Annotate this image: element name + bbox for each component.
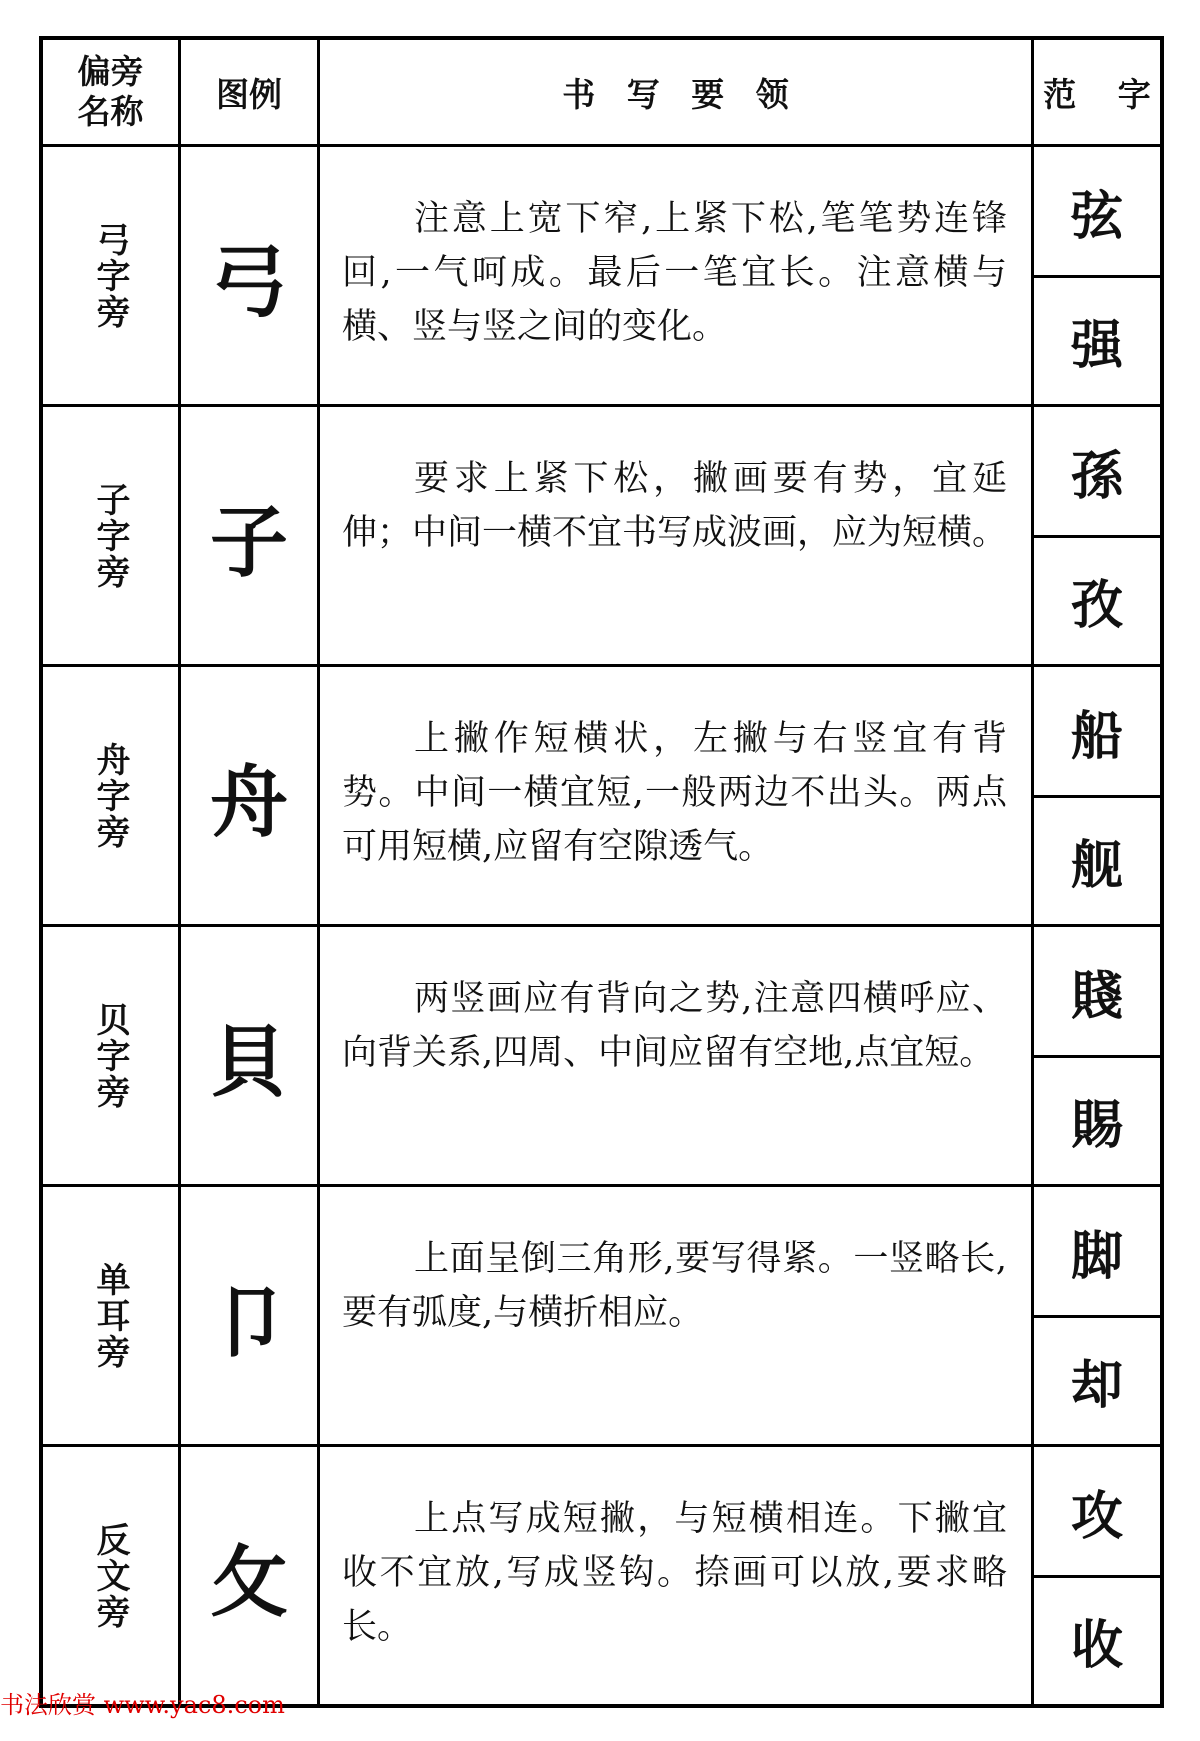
example-glyph: 弓 bbox=[209, 236, 288, 328]
sample-char: 却 bbox=[1070, 1355, 1123, 1417]
radical-name: 贝字旁 bbox=[90, 1001, 130, 1110]
writing-method: 要求上紧下松，撇画要有势，宜延伸；中间一横不宜书写成波画，应为短横。 bbox=[342, 459, 1008, 553]
example-glyph: 攵 bbox=[209, 1536, 288, 1628]
writing-method: 上撇作短横状，左撇与右竖宜有背势。中间一横宜短,一般两边不出头。两点可用短横,应留有空隙透气。 bbox=[342, 719, 1007, 867]
header-radical-name bbox=[43, 40, 178, 144]
radical-name: 单耳旁 bbox=[90, 1261, 130, 1370]
writing-method: 两竖画应有背向之势,注意四横呼应、向背关系,四周、中间应留有空地,点宜短。 bbox=[342, 979, 1007, 1073]
radical-name: 舟字旁 bbox=[90, 741, 130, 850]
sample-char: 强 bbox=[1070, 315, 1123, 377]
radical-table bbox=[39, 36, 1164, 1708]
example-glyph: 舟 bbox=[209, 756, 288, 848]
sample-char: 孜 bbox=[1070, 575, 1123, 637]
writing-method: 注意上宽下窄,上紧下松,笔笔势连锋回,一气呵成。最后一笔宜长。注意横与横、竖与竖之间的变化。 bbox=[342, 199, 1007, 347]
header-samples: 范 字 bbox=[1043, 74, 1151, 114]
sample-char: 舰 bbox=[1070, 835, 1123, 897]
example-glyph: 貝 bbox=[209, 1016, 288, 1108]
example-glyph: 子 bbox=[209, 496, 288, 588]
sample-char: 船 bbox=[1070, 705, 1123, 767]
sample-char: 賤 bbox=[1070, 965, 1123, 1027]
example-glyph: 卩 bbox=[209, 1276, 288, 1368]
radical-name: 弓字旁 bbox=[90, 221, 130, 330]
writing-method: 上面呈倒三角形,要写得紧。一竖略长,要有弧度,与横折相应。 bbox=[342, 1239, 1007, 1333]
radical-name: 子字旁 bbox=[90, 481, 130, 590]
watermark: 书法欣赏 www.yac8.com bbox=[0, 1691, 285, 1719]
header-example: 图例 bbox=[216, 74, 282, 114]
sample-char: 脚 bbox=[1070, 1225, 1123, 1287]
header-method: 书 写 要 领 bbox=[562, 74, 789, 114]
header-name-line1: 偏旁 bbox=[77, 52, 144, 91]
header-name-line2: 名称 bbox=[77, 92, 144, 131]
sample-char: 收 bbox=[1070, 1615, 1123, 1677]
writing-method: 上点写成短撇，与短横相连。下撇宜收不宜放,写成竖钩。捺画可以放,要求略长。 bbox=[342, 1499, 1007, 1647]
sample-char: 弦 bbox=[1070, 185, 1123, 247]
sample-char: 孫 bbox=[1070, 445, 1123, 507]
sample-char: 攻 bbox=[1070, 1485, 1123, 1547]
radical-name: 反文旁 bbox=[90, 1521, 130, 1630]
sample-char: 賜 bbox=[1070, 1095, 1123, 1157]
